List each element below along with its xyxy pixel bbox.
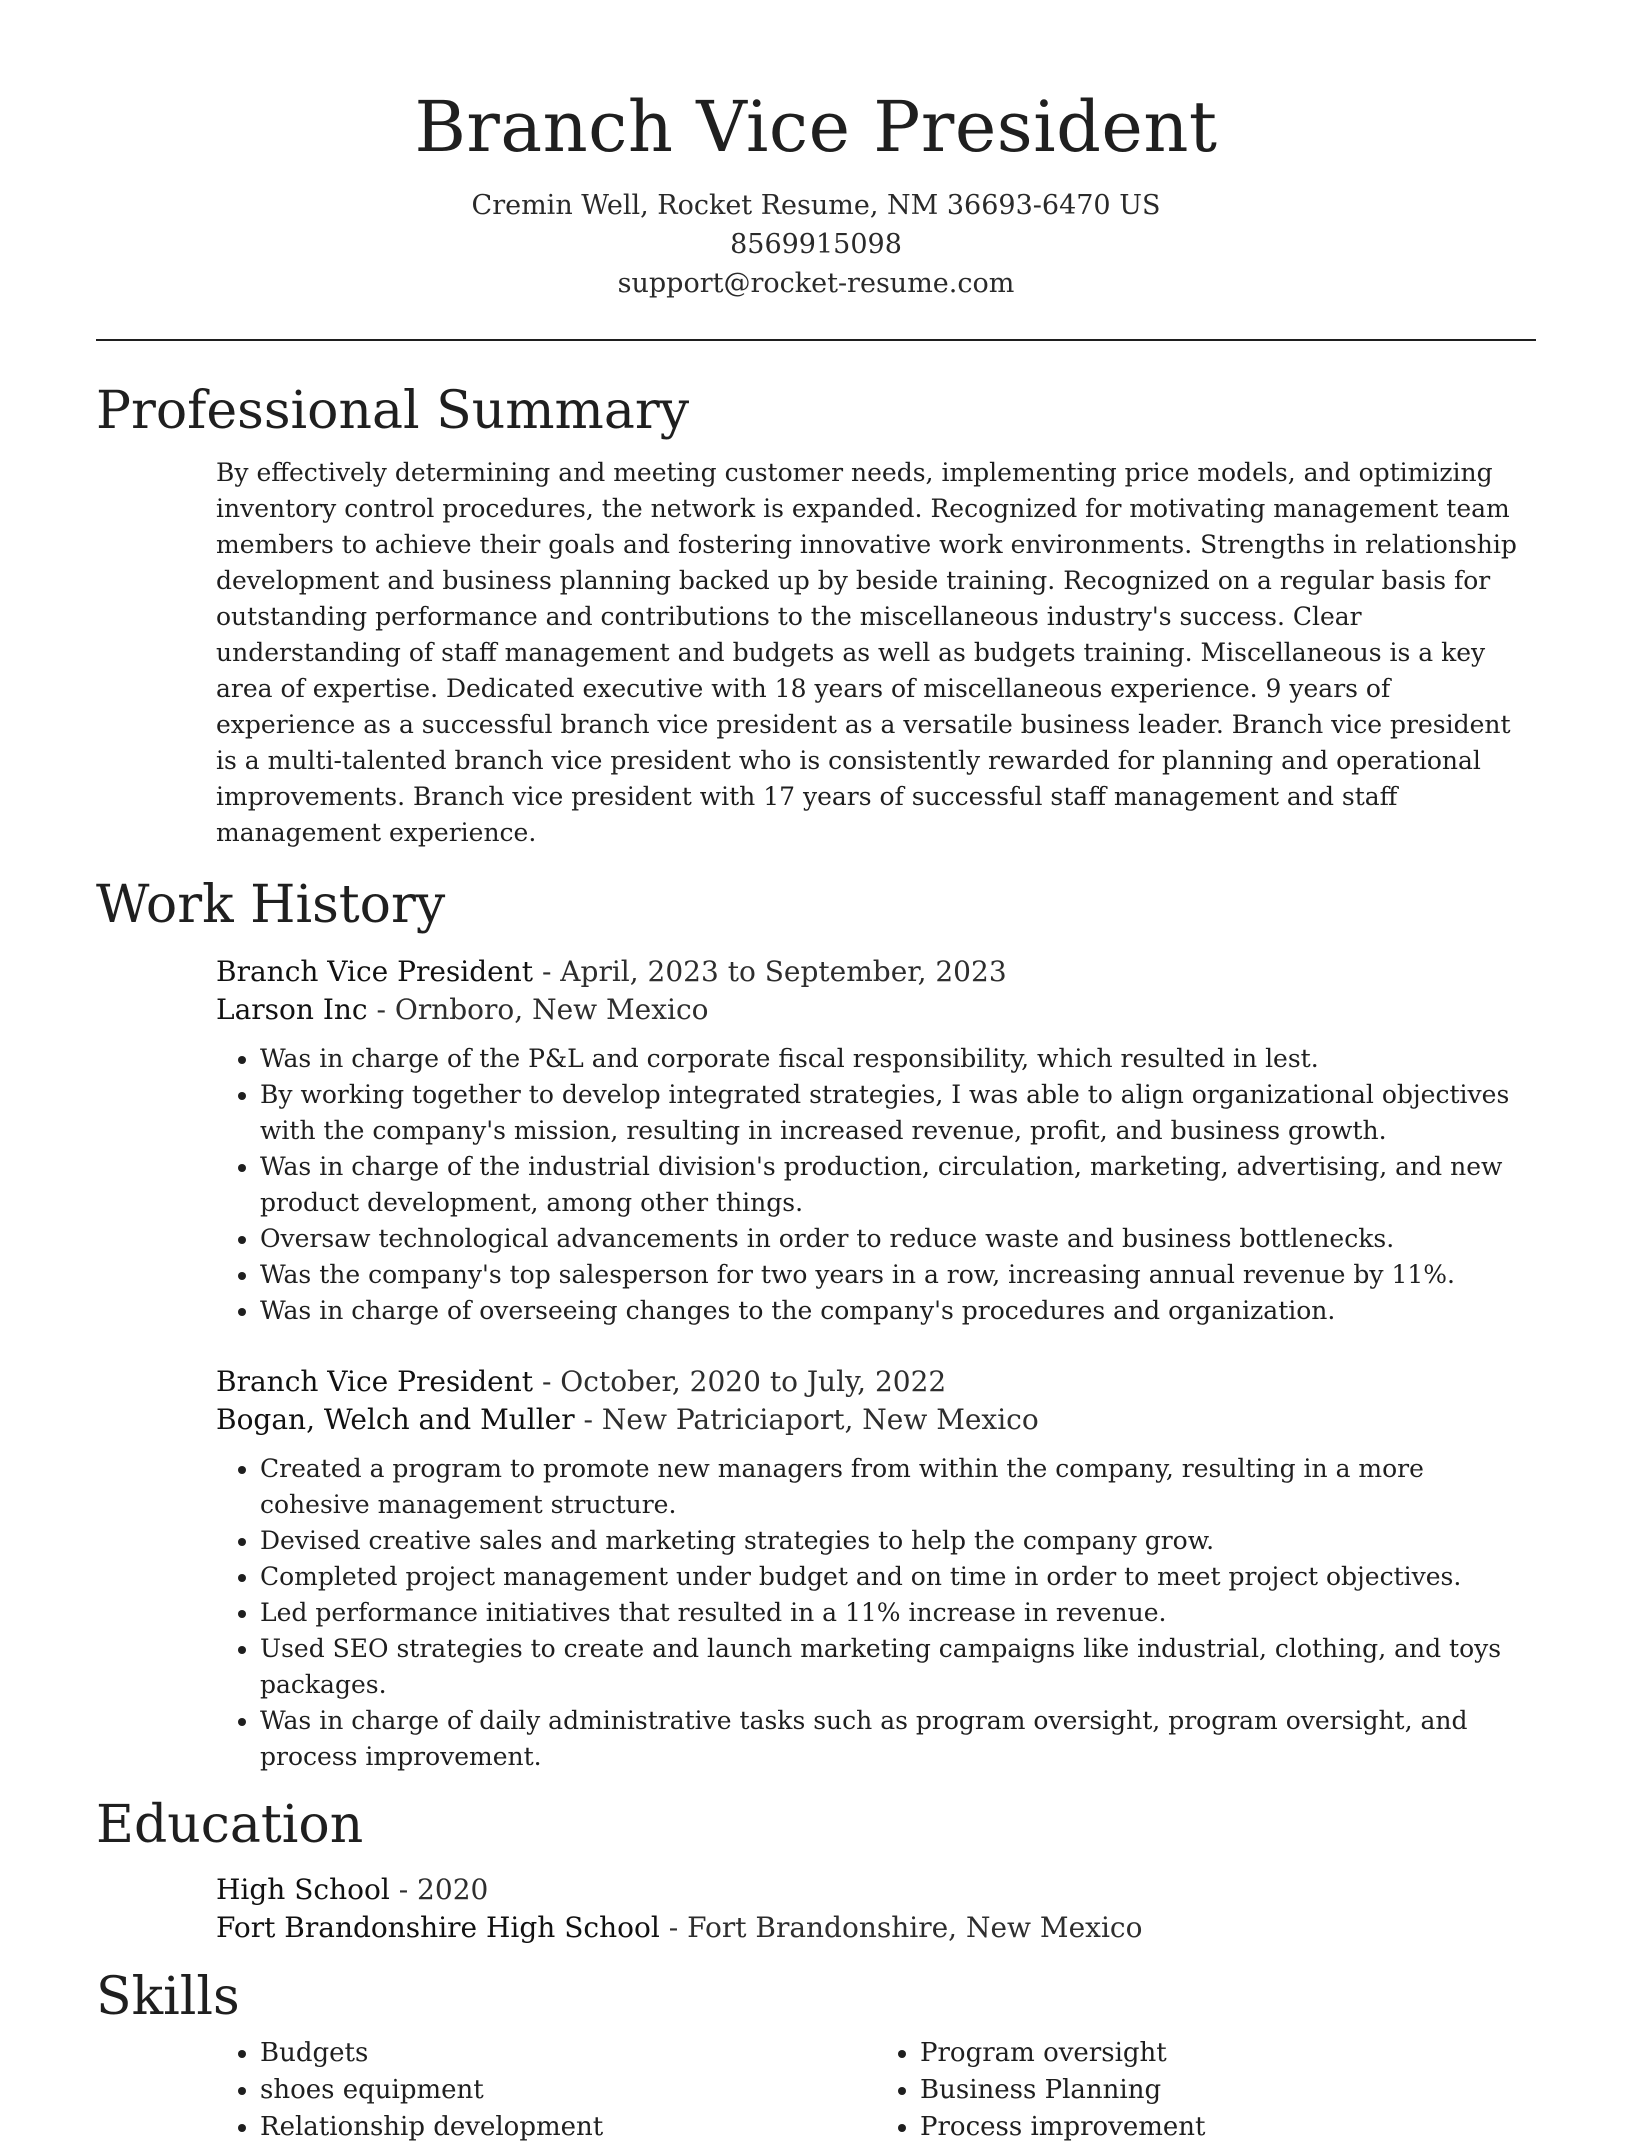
list-item: • Devised creative sales and marketing strategies to help the company grow.	[260, 1523, 1536, 1559]
job-location: - New Patriciaport, New Mexico	[574, 1403, 1039, 1436]
job-company: Larson Inc	[216, 993, 368, 1026]
skill-item: • Business Planning	[920, 2072, 1536, 2109]
skill-item: • Process improvement	[920, 2109, 1536, 2146]
list-item: • Oversaw technological advancements in order to reduce waste and business bottlenecks.	[260, 1221, 1536, 1257]
job-bullets	[216, 1451, 1536, 1775]
education-location: - Fort Brandonshire, New Mexico	[659, 1911, 1143, 1944]
job-company-line	[216, 1401, 1536, 1439]
job-location: - Ornboro, New Mexico	[367, 993, 709, 1026]
skill-item: • Program oversight	[920, 2035, 1536, 2072]
resume-page	[96, 0, 1536, 2146]
list-item: • Was in charge of overseeing changes to the company's procedures and organization.	[260, 1293, 1536, 1329]
contact-address: Cremin Well, Rocket Resume, NM 36693-6470 US	[471, 190, 1161, 221]
job-entry	[216, 1363, 1536, 1775]
skill-item: • shoes equipment	[260, 2072, 876, 2109]
list-item: • Was the company's top salesperson for two years in a row, increasing annual revenue by 11%.	[260, 1257, 1536, 1293]
candidate-name: Branch Vice President	[414, 86, 1218, 168]
skill-item: • Budgets	[260, 2035, 876, 2072]
job-bullets	[216, 1041, 1536, 1329]
skills-column-right	[876, 2035, 1536, 2146]
skills-column-left	[216, 2035, 876, 2146]
education-degree: High School	[216, 1873, 390, 1906]
education-school: Fort Brandonshire High School	[216, 1911, 660, 1944]
list-item: • Was in charge of daily administrative tasks such as program oversight, program oversight, and process improvement.	[260, 1703, 1536, 1775]
list-item: • Created a program to promote new managers from within the company, resulting in a more cohesive management structure.	[260, 1451, 1536, 1523]
work-history-heading: Work History	[96, 875, 446, 935]
education-entry	[216, 1871, 1536, 1947]
list-item: • Was in charge of the P&L and corporate fiscal responsibility, which resulted in lest.	[260, 1041, 1536, 1077]
contact-info	[96, 186, 1536, 303]
job-role: Branch Vice President	[216, 1365, 534, 1398]
skills-heading: Skills	[96, 1967, 240, 2027]
contact-phone: 8569915098	[730, 229, 902, 260]
job-dates: - October, 2020 to July, 2022	[533, 1365, 947, 1398]
contact-email: support@rocket-resume.com	[617, 268, 1015, 299]
list-item: • Used SEO strategies to create and launch marketing campaigns like industrial, clothing, and toys packages.	[260, 1631, 1536, 1703]
job-company: Bogan, Welch and Muller	[216, 1403, 575, 1436]
resume-header	[96, 0, 1536, 303]
job-title-line	[216, 953, 1536, 991]
work-history-list	[216, 953, 1536, 1775]
education-school-line	[216, 1909, 1536, 1947]
education-degree-line	[216, 1871, 1536, 1909]
summary-text: By effectively determining and meeting customer needs, implementing price models, and optimizing inventory control procedures, the network is expanded. Recognized for motivating management team members to achieve their goals and fostering innovative work environments. Strengths in relationship development and business planning backed up by beside training. Recognized on a regular basis for outstanding performance and contributions to the miscellaneous industry's success. Clear understanding of staff management and budgets as well as budgets training. Miscellaneous is a key area of expertise. Dedicated executive with 18 years of miscellaneous experience. 9 years of experience as a successful branch vice president as a versatile business leader. Branch vice president is a multi-talented branch vice president who is consistently rewarded for planning and operational improvements. Branch vice president with 17 years of successful staff management and staff management experience.	[216, 458, 1517, 847]
job-role: Branch Vice President	[216, 955, 534, 988]
list-item: • Led performance initiatives that resulted in a 11% increase in revenue.	[260, 1595, 1536, 1631]
list-item: • Completed project management under budget and on time in order to meet project objectives.	[260, 1559, 1536, 1595]
education-year: - 2020	[389, 1873, 489, 1906]
header-divider	[96, 339, 1536, 341]
summary-heading: Professional Summary	[96, 381, 690, 441]
list-item: • Was in charge of the industrial division's production, circulation, marketing, advertising, and new product development, among other things.	[260, 1149, 1536, 1221]
skills-list	[216, 2035, 1536, 2146]
skill-item: • Relationship development	[260, 2109, 876, 2146]
job-title-line	[216, 1363, 1536, 1401]
job-company-line	[216, 991, 1536, 1029]
job-entry	[216, 953, 1536, 1329]
job-dates: - April, 2023 to September, 2023	[533, 955, 1007, 988]
education-heading: Education	[96, 1795, 364, 1855]
list-item: • By working together to develop integrated strategies, I was able to align organizational objectives with the company's mission, resulting in increased revenue, profit, and business growth.	[260, 1077, 1536, 1149]
